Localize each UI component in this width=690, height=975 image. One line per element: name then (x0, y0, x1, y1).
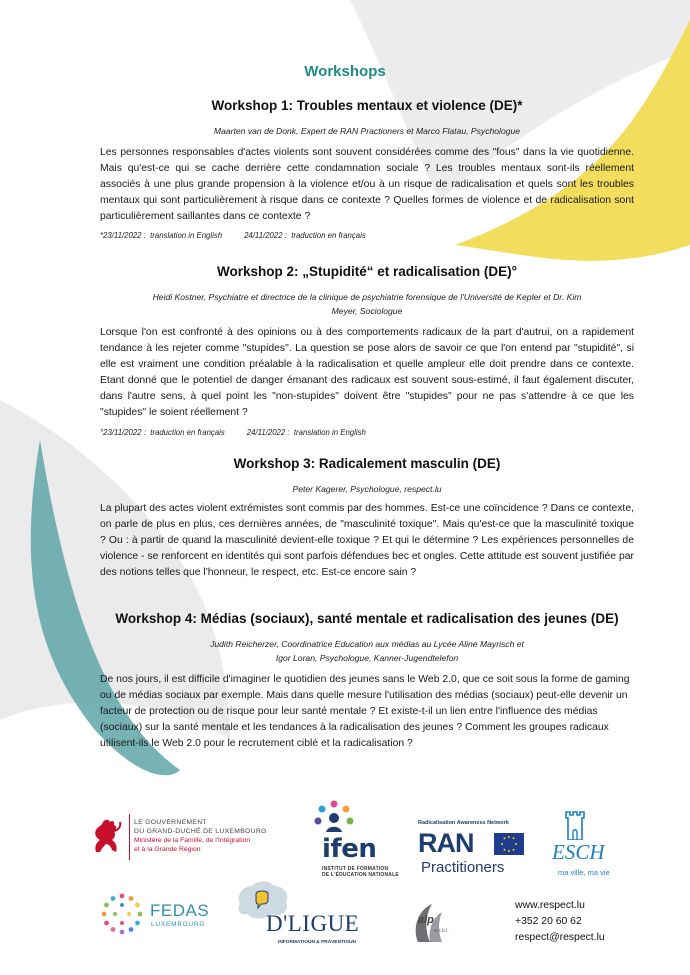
esch-logo (548, 808, 620, 880)
dligue-logo (232, 880, 360, 952)
ministry-line-1: Ministère de la Famille, de l'Intégration (134, 837, 251, 844)
gov-line-1: LE GOUVERNEMENT (134, 819, 207, 826)
ifen-wordmark: ifen (322, 834, 377, 864)
page-title: Workshops (304, 63, 386, 80)
workshop-2-title: Workshop 2: „Stupidité“ et radicalisation (DE)° (217, 264, 517, 279)
dligue-sub: INFORMATIOUN & PRÄVENTIOUN (278, 940, 356, 945)
people-circle-icon (312, 798, 356, 836)
workshop-2-speakers-line2: Meyer, Sociologue (331, 306, 403, 316)
eu-flag-icon (494, 833, 524, 855)
fedas-logo (100, 892, 220, 936)
workshop-4-speakers-line2: Igor Loran, Psychologue, Kanner-Jugendtelefon (275, 653, 459, 663)
workshop-2-speakers-line1: Heidi Kostner, Psychiatre et directrice de la clinique de psychiatrie forensique de l'Université de Kepler et Dr. Kim (152, 292, 582, 302)
divider-line (129, 814, 130, 860)
esch-tagline: ma ville, ma vie (558, 868, 610, 877)
workshop-4-title: Workshop 4: Médias (sociaux), santé mentale et radicalisation des jeunes (DE) (115, 611, 619, 626)
ifen-sub-line-2: DE L'ÉDUCATION NATIONALE (322, 872, 399, 878)
ministry-line-2: et à la Grande Région (134, 846, 201, 853)
contact-block (515, 898, 605, 946)
workshop-1-description: Les personnes responsables d'actes violents sont souvent considérées comme des "fous" dans la vie quotidienne. Mais qu'est-ce qui se cache derrière cette condamnation sociale ? Les troubles mentaux sont-ils réellement associés à une plus grande propension à la violence et/ou à un risque de radicalisation et quels sont les troubles mentaux qui sont particulièrement à risque dans ce contexte ? Quelles formes de violence et de radicalisation sont particulièrement saillantes dans ce contexte ? (100, 147, 634, 222)
workshop-2-translation-note (100, 428, 634, 437)
workshop-1-translation-note (100, 231, 634, 240)
workshop-4-speakers-line1: Judith Reicherzer, Coordinatrice Education aux médias au Lycée Aline Mayrisch et (210, 639, 524, 649)
esch-wordmark: ESCH (552, 840, 605, 864)
dligue-wordmark: D'LIGUE (266, 911, 360, 936)
red-lion-icon (88, 816, 124, 856)
ran-network-label: Radicalisation Awareness Network (418, 820, 509, 826)
gov-line-2: DU GRAND-DUCHÉ DE LUXEMBOURG (134, 828, 267, 835)
ran-wordmark: RAN (418, 828, 474, 858)
workshop-1-note-day2: 24/11/2022 : traduction en français (244, 231, 366, 240)
ifen-logo (306, 798, 406, 880)
workshop-2-speakers (100, 290, 634, 318)
ifen-sub-line-1: INSTITUT DE FORMATION (322, 866, 389, 872)
workshop-4-description: De nos jours, il est difficile d'imaginer le quotidien des jeunes sans le Web 2.0, que ce soit sous la forme de gaming ou de médias sociaux par exemple. Mais dans quelle mesure l'utilisation des médias (sociaux) peut-elle devenir un facteur de protection ou de risque pour leur santé mentale ? Et existe-t-il un lien entre l'influence des médias (sociaux) sur la santé mentale et les tendances à la radicalisation des jeunes ? Comment les groupes radicaux utilisent-ils le Web 2.0 pour le recrutement ciblé et la radicalisation ? (100, 674, 630, 749)
contact-email: respect@respect.lu (515, 932, 605, 943)
contact-phone: +352 20 60 62 (515, 916, 582, 927)
luxembourg-government-logo (88, 812, 288, 864)
workshop-2-note-day2: 24/11/2022 : translation in English (246, 428, 366, 437)
workshop-1-speakers: Maarten van de Donk, Expert de RAN Practioners et Marco Flatau, Psychologue (213, 126, 521, 136)
workshop-3-speakers: Peter Kagerer, Psychologue, respect.lu (292, 484, 442, 494)
workshop-2-description: Lorsque l'on est confronté à des opinions ou à des comportements radicaux de la part d'autrui, on a rapidement tendance à les rejeter comme "stupides". La question se pose alors de savoir ce que l'on entend par "stupidité", si elle est vraiment une condition préalable à la radicalisation et quelle ampleur elle doit prendre dans ce contexte. Etant donné que le potentiel de danger émanant des radicaux est souvent sous-estimé, il faut également discuter, dans l'autre sens, à quel point les "non-stupides" doivent être "stupides" pour ne pas s'attendre à ce que les "stupides" le soient réellement ? (100, 327, 634, 418)
alp-swoosh-icon (408, 898, 460, 946)
workshop-2-note-day1: °23/11/2022 : traduction en français (100, 428, 225, 437)
workshop-1-title: Workshop 1: Troubles mentaux et violence (DE)* (211, 98, 523, 113)
alp-wordmark: alp (418, 914, 434, 926)
workshop-1-note-day1: *23/11/2022 : translation in English (100, 231, 223, 240)
alp-sub: a.s.b.l. (434, 928, 449, 934)
ran-practitioners-label: Practitioners (421, 859, 505, 876)
castle-tower-icon (562, 808, 592, 840)
fedas-sub: LUXEMBOURG (151, 921, 206, 928)
ran-practitioners-logo (418, 820, 526, 878)
fedas-wordmark: FEDAS (150, 901, 210, 920)
workshop-3-description: La plupart des actes violent extrémistes sont commis par des hommes. Est-ce une coïncidence ? Dans ce contexte, on parle de plus en plus, ces dernières années, de "masculinité toxique". Mais qu'est-ce que la masculinité toxique ? Ou : à partir de quand la masculinité devient-elle toxique ? Et qui le détermine ? Les expériences personnelles de violence - se renforcent en identités qui sont parfois défendues bec et ongles. Cette attitude est souvent justifiée par des notions telles que l'honneur, le respect, etc. Est-ce encore sain ? (100, 503, 634, 578)
workshop-4-speakers (100, 637, 634, 665)
alp-logo (408, 898, 468, 950)
contact-website: www.respect.lu (515, 900, 585, 911)
workshop-3-title: Workshop 3: Radicalement masculin (DE) (233, 456, 501, 471)
fedas-dots-icon (100, 892, 144, 936)
